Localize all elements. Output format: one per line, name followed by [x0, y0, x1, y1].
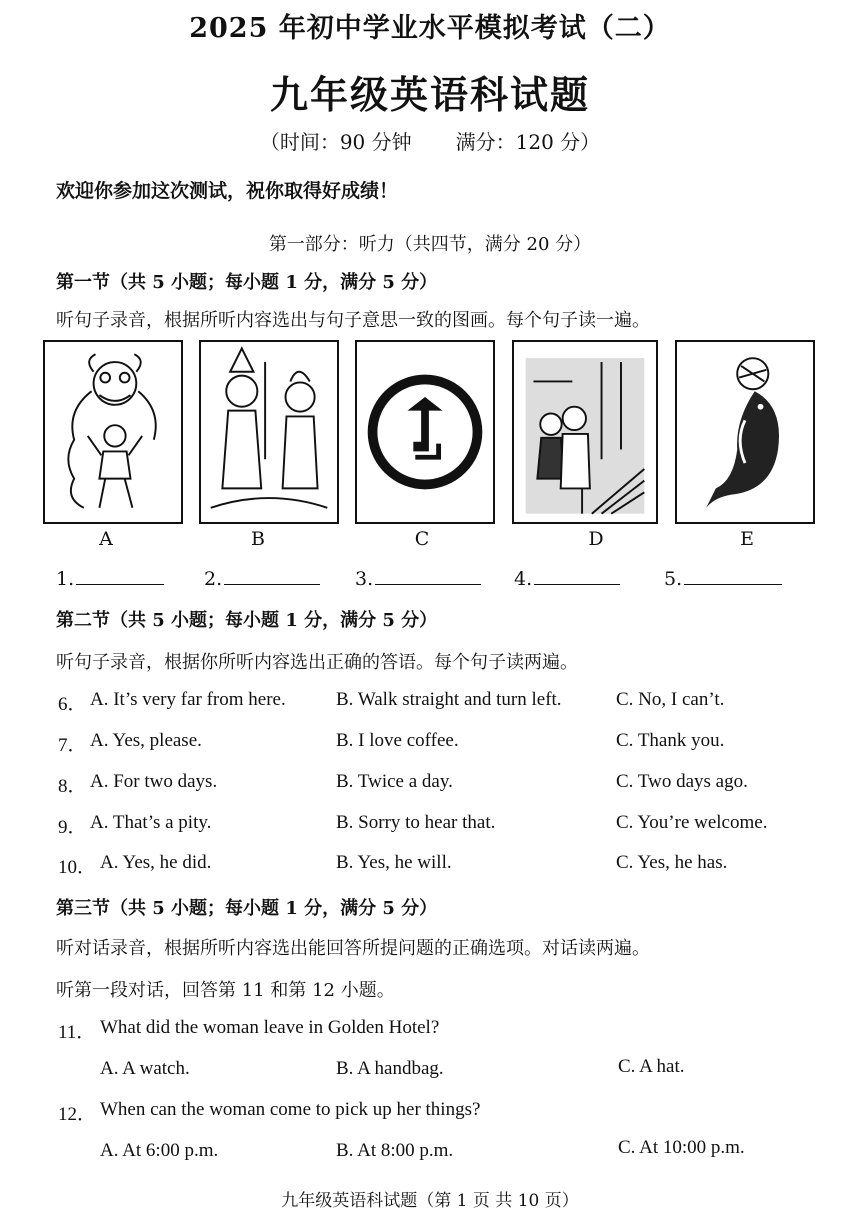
- circle-logo-drawing: [357, 342, 493, 522]
- answer-blank-2[interactable]: [204, 566, 320, 590]
- option-b[interactable]: B. Yes, he will.: [336, 852, 452, 873]
- option-b[interactable]: B. Walk straight and turn left.: [336, 689, 562, 710]
- section1-title: 第一节（共 5 小题；每小题 1 分，满分 5 分）: [56, 272, 438, 293]
- exam-title: 2025 年初中学业水平模拟考试（二）: [189, 13, 671, 44]
- children-costumes-drawing: [201, 342, 337, 522]
- answer-blank-1[interactable]: [56, 566, 164, 590]
- option-a[interactable]: A. At 6:00 p.m.: [100, 1140, 219, 1161]
- question-text: What did the woman leave in Golden Hotel?: [100, 1017, 440, 1038]
- option-c[interactable]: C. At 10:00 p.m.: [618, 1137, 745, 1158]
- option-a[interactable]: A. It’s very far from here.: [90, 689, 286, 710]
- question-number: 11．: [58, 1022, 96, 1043]
- page-footer: 九年级英语科试题（第 1 页 共 10 页）: [281, 1191, 579, 1211]
- picture-label-a: A: [99, 528, 113, 550]
- option-c[interactable]: C. You’re welcome.: [616, 812, 768, 833]
- section1-instruction: 听句子录音，根据所听内容选出与句子意思一致的图画。每个句子读一遍。: [56, 310, 650, 331]
- lion-dance-drawing: [45, 342, 181, 522]
- seal-ball-drawing: [677, 342, 813, 522]
- option-a[interactable]: A. Yes, he did.: [100, 852, 212, 873]
- blank-number: 2.: [204, 568, 223, 590]
- question-number: 8．: [58, 776, 87, 797]
- welcome-text: 欢迎你参加这次测试，祝你取得好成绩！: [56, 180, 399, 202]
- option-a[interactable]: A. A watch.: [100, 1058, 190, 1079]
- blank-number: 3.: [355, 568, 374, 590]
- question-number: 10．: [58, 857, 97, 878]
- picture-label-d: D: [588, 528, 604, 550]
- section2-instruction: 听句子录音，根据你所听内容选出正确的答语。每个句子读两遍。: [56, 652, 578, 673]
- option-a[interactable]: A. That’s a pity.: [90, 812, 212, 833]
- helping-elderly-drawing: [514, 342, 656, 522]
- question-number: 12．: [58, 1104, 97, 1125]
- subject-title: 九年级英语科试题: [269, 72, 590, 117]
- answer-blank-4[interactable]: [514, 566, 620, 590]
- answer-blank-3[interactable]: [355, 566, 481, 590]
- picture-e-seal-ball: [675, 340, 815, 524]
- question-number: 6．: [58, 694, 87, 715]
- picture-d-helping-elderly: [512, 340, 658, 524]
- picture-label-c: C: [414, 528, 430, 550]
- exam-duration: （时间：90 分钟: [259, 130, 412, 154]
- section3-instruction: 听对话录音，根据所听内容选出能回答所提问题的正确选项。对话读两遍。: [56, 938, 650, 959]
- option-c[interactable]: C. A hat.: [618, 1056, 685, 1077]
- section3-title: 第三节（共 5 小题；每小题 1 分，满分 5 分）: [56, 898, 438, 919]
- part1-title: 第一部分：听力（共四节，满分 20 分）: [268, 234, 592, 255]
- exam-time-info: [0, 126, 860, 155]
- question-text: When can the woman come to pick up her things?: [100, 1099, 481, 1120]
- section2-title: 第二节（共 5 小题；每小题 1 分，满分 5 分）: [56, 610, 438, 631]
- option-c[interactable]: C. No, I can’t.: [616, 689, 725, 710]
- option-b[interactable]: B. Twice a day.: [336, 771, 453, 792]
- option-b[interactable]: B. A handbag.: [336, 1058, 444, 1079]
- picture-a-lion-dance: [43, 340, 183, 524]
- answer-blank-5[interactable]: [664, 566, 782, 590]
- picture-c-logo-sign: [355, 340, 495, 524]
- option-a[interactable]: A. Yes, please.: [90, 730, 202, 751]
- blank-number: 5.: [664, 568, 683, 590]
- dialog1-instruction: 听第一段对话，回答第 11 和第 12 小题。: [56, 980, 395, 1001]
- option-a[interactable]: A. For two days.: [90, 771, 218, 792]
- question-number: 7．: [58, 735, 87, 756]
- picture-b-children-costumes: [199, 340, 339, 524]
- option-b[interactable]: B. I love coffee.: [336, 730, 459, 751]
- picture-label-e: E: [740, 528, 754, 550]
- exam-full-score: 满分：120 分）: [455, 130, 601, 154]
- picture-label-b: B: [251, 528, 265, 550]
- blank-number: 1.: [56, 568, 75, 590]
- option-c[interactable]: C. Two days ago.: [616, 771, 748, 792]
- option-c[interactable]: C. Yes, he has.: [616, 852, 728, 873]
- question-number: 9．: [58, 817, 87, 838]
- option-b[interactable]: B. At 8:00 p.m.: [336, 1140, 454, 1161]
- blank-number: 4.: [514, 568, 533, 590]
- option-c[interactable]: C. Thank you.: [616, 730, 725, 751]
- option-b[interactable]: B. Sorry to hear that.: [336, 812, 496, 833]
